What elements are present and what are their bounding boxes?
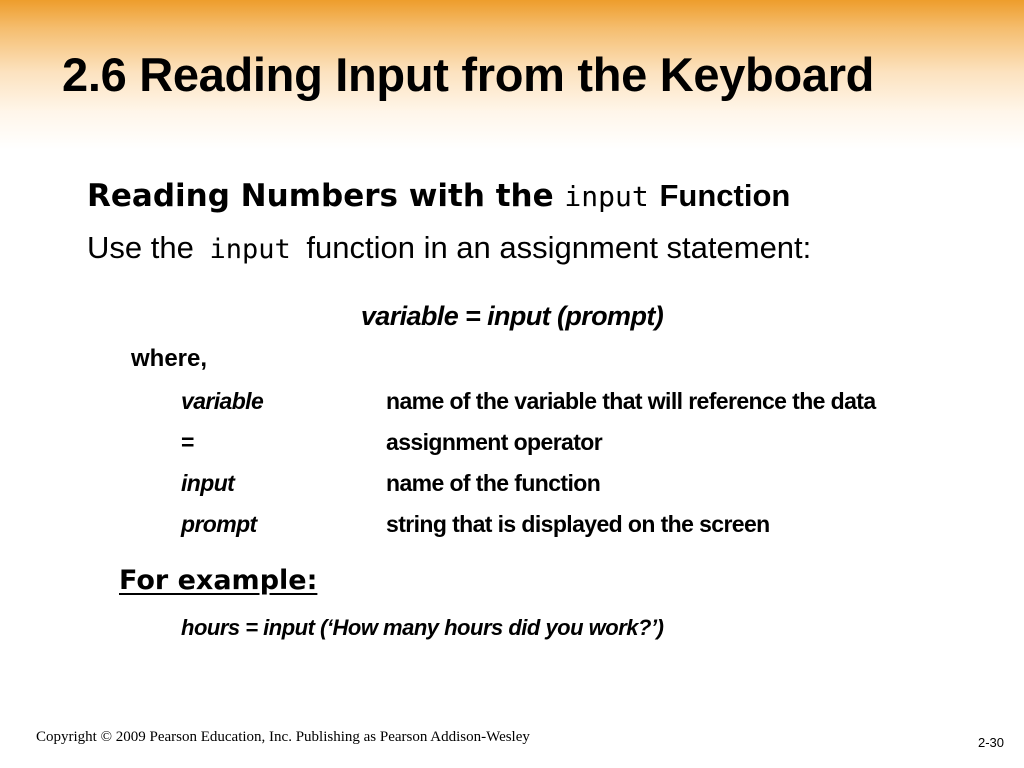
definition-row — [181, 384, 961, 425]
definition-row — [181, 507, 961, 548]
where-label: where, — [131, 345, 208, 372]
definition-description: assignment operator — [386, 429, 603, 455]
definition-term: input — [181, 470, 235, 496]
subheading-prefix: Reading Numbers with the — [87, 178, 554, 214]
example-heading: For example: — [119, 565, 318, 596]
syntax-line: variable = input (prompt) — [360, 301, 664, 331]
slide-number: 2-30 — [977, 735, 1004, 750]
slide-title: 2.6 Reading Input from the Keyboard — [62, 48, 875, 101]
definition-description: name of the function — [386, 470, 601, 496]
usage-code: input — [209, 234, 291, 265]
subheading-suffix: Function — [659, 178, 791, 213]
usage-suffix: function in an assignment statement: — [306, 230, 812, 265]
subheading-code: input — [564, 180, 649, 213]
example-code: hours = input (‘How many hours did you work?’) — [181, 615, 664, 640]
definition-list — [181, 384, 961, 548]
definition-description: string that is displayed on the screen — [386, 511, 770, 537]
definition-description: name of the variable that will reference the data — [386, 388, 876, 414]
usage-prefix: Use the — [87, 230, 194, 265]
definition-row — [181, 425, 961, 466]
section-subheading — [87, 175, 790, 218]
usage-sentence — [87, 228, 811, 270]
definition-term: variable — [181, 388, 264, 414]
definition-term: = — [181, 429, 194, 455]
copyright-notice: Copyright © 2009 Pearson Education, Inc. Publishing as Pearson Addison-Wesley — [36, 729, 530, 745]
definition-term: prompt — [181, 511, 257, 537]
definition-row — [181, 466, 961, 507]
